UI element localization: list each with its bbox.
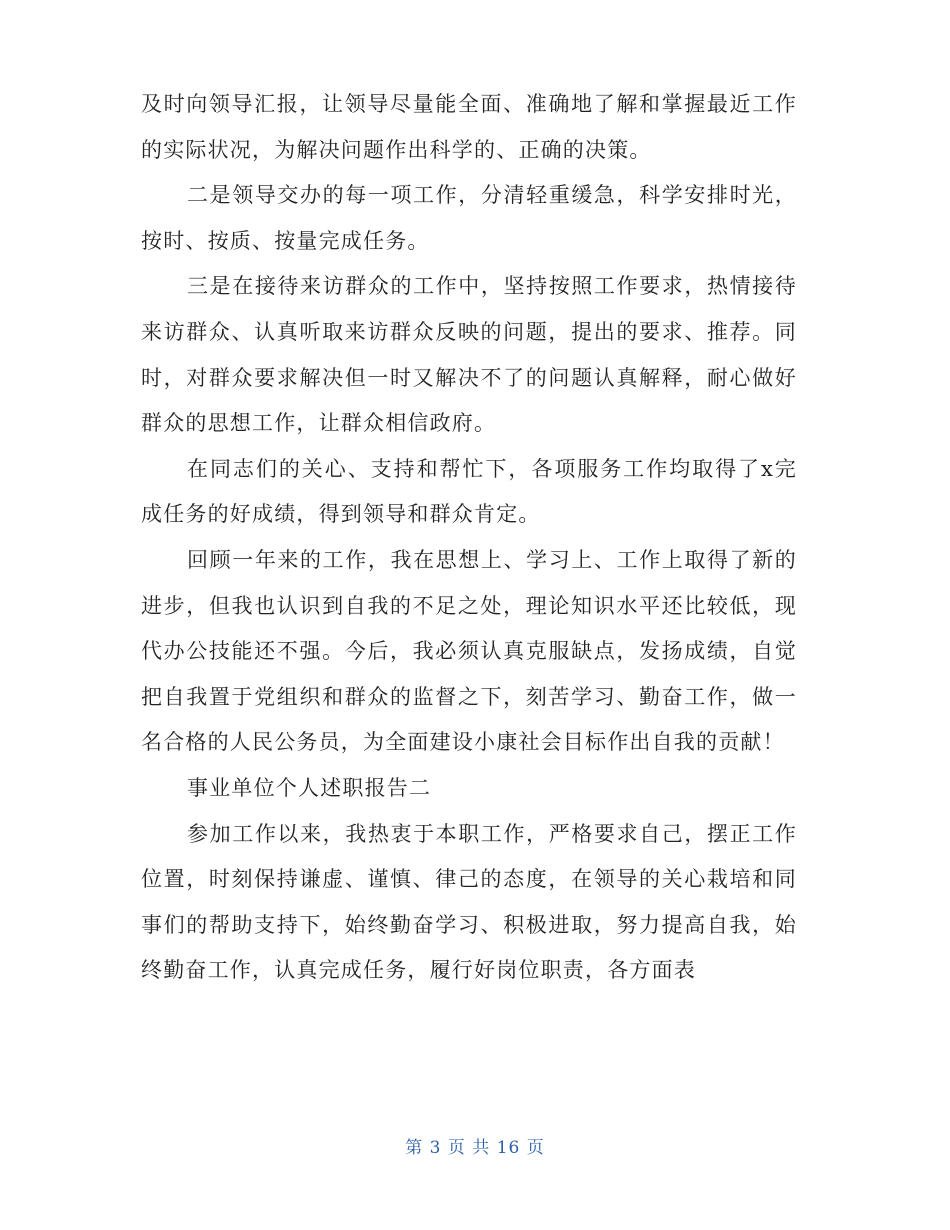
paragraph-2: 二是领导交办的每一项工作，分清轻重缓急，科学安排时光，按时、按质、按量完成任务。 bbox=[141, 183, 797, 253]
paragraph-3: 三是在接待来访群众的工作中，坚持按照工作要求，热情接待来访群众、认真听取来访群众反映的问题，提出的要求、推荐。同时，对群众要求解决但一时又解决不了的问题认真解释，耐心做好群众的思想工作，让群众相信政府。 bbox=[141, 274, 797, 436]
section-heading: 事业单位个人述职报告二 bbox=[187, 775, 432, 800]
document-body bbox=[141, 82, 797, 994]
paragraph-5: 回顾一年来的工作，我在思想上、学习上、工作上取得了新的进步，但我也认识到自我的不足之处，理论知识水平还比较低，现代办公技能还不强。今后，我必须认真克服缺点，发扬成绩，自觉把自我置于党组织和群众的监督之下，刻苦学习、勤奋工作，做一名合格的人民公务员，为全面建设小康社会目标作出自我的贡献！ bbox=[141, 547, 797, 755]
paragraph-4: 在同志们的关心、支持和帮忙下，各项服务工作均取得了x完成任务的好成绩，得到领导和群众肯定。 bbox=[141, 456, 797, 527]
page-number-footer: 第 3 页 共 16 页 bbox=[405, 1138, 545, 1158]
paragraph-7: 参加工作以来，我热衷于本职工作，严格要求自己，摆正工作位置，时刻保持谦虚、谨慎、律己的态度，在领导的关心栽培和同事们的帮助支持下，始终勤奋学习、积极进取，努力提高自我，始终勤奋工作，认真完成任务，履行好岗位职责，各方面表 bbox=[141, 821, 797, 983]
paragraph-1: 及时向领导汇报，让领导尽量能全面、准确地了解和掌握最近工作的实际状况，为解决问题作出科学的、正确的决策。 bbox=[141, 92, 797, 162]
